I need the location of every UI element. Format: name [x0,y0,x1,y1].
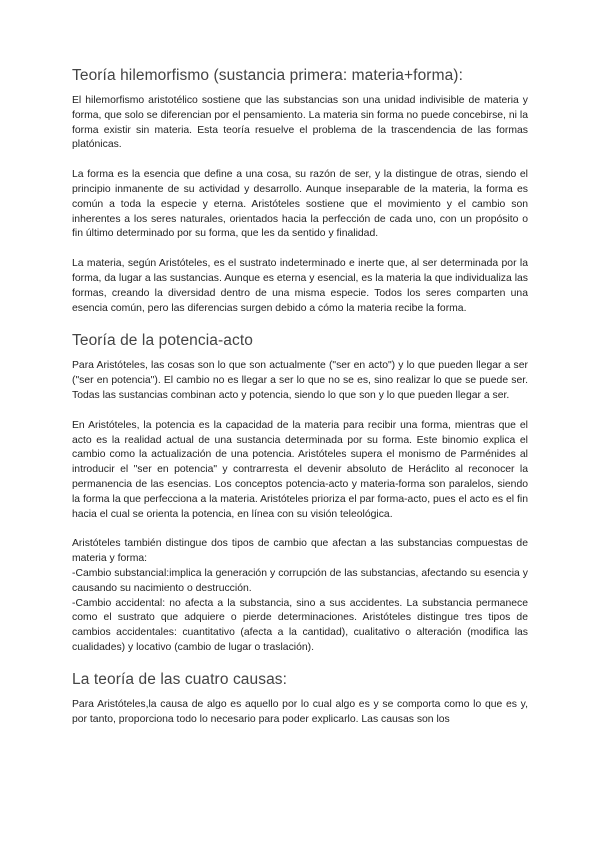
cambio-accidental-item: -Cambio accidental: no afecta a la substancia, sino a sus accidentes. La substancia permanece como el sustrato que adquiere o pierde determinaciones. Aristóteles distingue tres tipos de cambios accidentales: cuantitativo (afecta a la cantidad), cualitativo o alteración (modifica las cualidades) y locativo (cambio de lugar o traslación). [72,597,528,653]
paragraph-potencia-acto-intro: Para Aristóteles, las cosas son lo que son actualmente ("ser en acto") y lo que pueden llegar a ser ("ser en potencia"). El cambio no es llegar a ser lo que no se es, sino realizar lo que se puede ser. Todas las sustancias combinan acto y potencia, siendo lo que son y lo que pueden llegar a ser. [72,360,528,401]
heading-potencia-acto: Teoría de la potencia-acto [72,332,253,350]
paragraph-cuatro-causas: Para Aristóteles,la causa de algo es aquello por lo cual algo es y se comporta como lo que es y, por tanto, proporciona todo lo necesario para poder explicarlo. Las causas son los [72,698,528,725]
cambio-substancial-item: -Cambio substancial:implica la generación y corrupción de las substancias, afectando su esencia y causando su nacimiento o destrucción. [72,567,528,594]
heading-hilemorfismo: Teoría hilemorfismo (sustancia primera: materia+forma): [72,67,463,84]
cambio-list-block [72,537,528,655]
paragraph-forma: La forma es la esencia que define a una cosa, su razón de ser, y la distingue de otras, siendo el principio inmanente de su actividad y desarrollo. Aunque inseparable de la materia, la forma es común a toda la especie y eterna. Aristóteles sostiene que el movimiento y el cambio son inherentes a los seres naturales, orientados hacia la perfección de cada uno, con un propósito o fin último determinado por su forma, que les da sentido y finalidad. [72,169,528,240]
paragraph-materia: La materia, según Aristóteles, es el sustrato indeterminado e inerte que, al ser determinada por la forma, da lugar a las sustancias. Aunque es eterna y esencial, es la materia la que individualiza las formas, creando la diversidad dentro de una misma especie. Todos los seres comparten una esencia común, pero las diferencias surgen debido a cómo la materia recibe la forma. [72,258,528,314]
paragraph-hilemorfismo-intro: El hilemorfismo aristotélico sostiene que las substancias son una unidad indivisible de materia y forma, que solo se diferencian por el pensamiento. La materia sin forma no puede concebirse, ni la forma existir sin materia. Esta teoría resuelve el problema de la trascendencia de las formas platónicas. [72,95,528,151]
document-page [72,66,528,742]
heading-cuatro-causas: La teoría de las cuatro causas: [72,670,288,688]
cambio-list-intro: Aristóteles también distingue dos tipos de cambio que afectan a las substancias compuestas de materia y forma: [72,538,528,565]
paragraph-potencia-definicion: En Aristóteles, la potencia es la capacidad de la materia para recibir una forma, mientras que el acto es la realidad actual de una sustancia determinada por su forma. Este binomio explica el cambio como la actualización de una potencia. Aristóteles supera el monismo de Parménides al introducir el "ser en potencia" y contrarresta el devenir absoluto de Heráclito al reconocer la permanencia de las esencias. Los conceptos potencia-acto y materia-forma son paralelos, siendo la forma la que perfecciona a la materia. Aristóteles prioriza el par forma-acto, pues el acto es el fin hacia el cual se orienta la potencia, en línea con su visión teleológica. [72,419,528,520]
